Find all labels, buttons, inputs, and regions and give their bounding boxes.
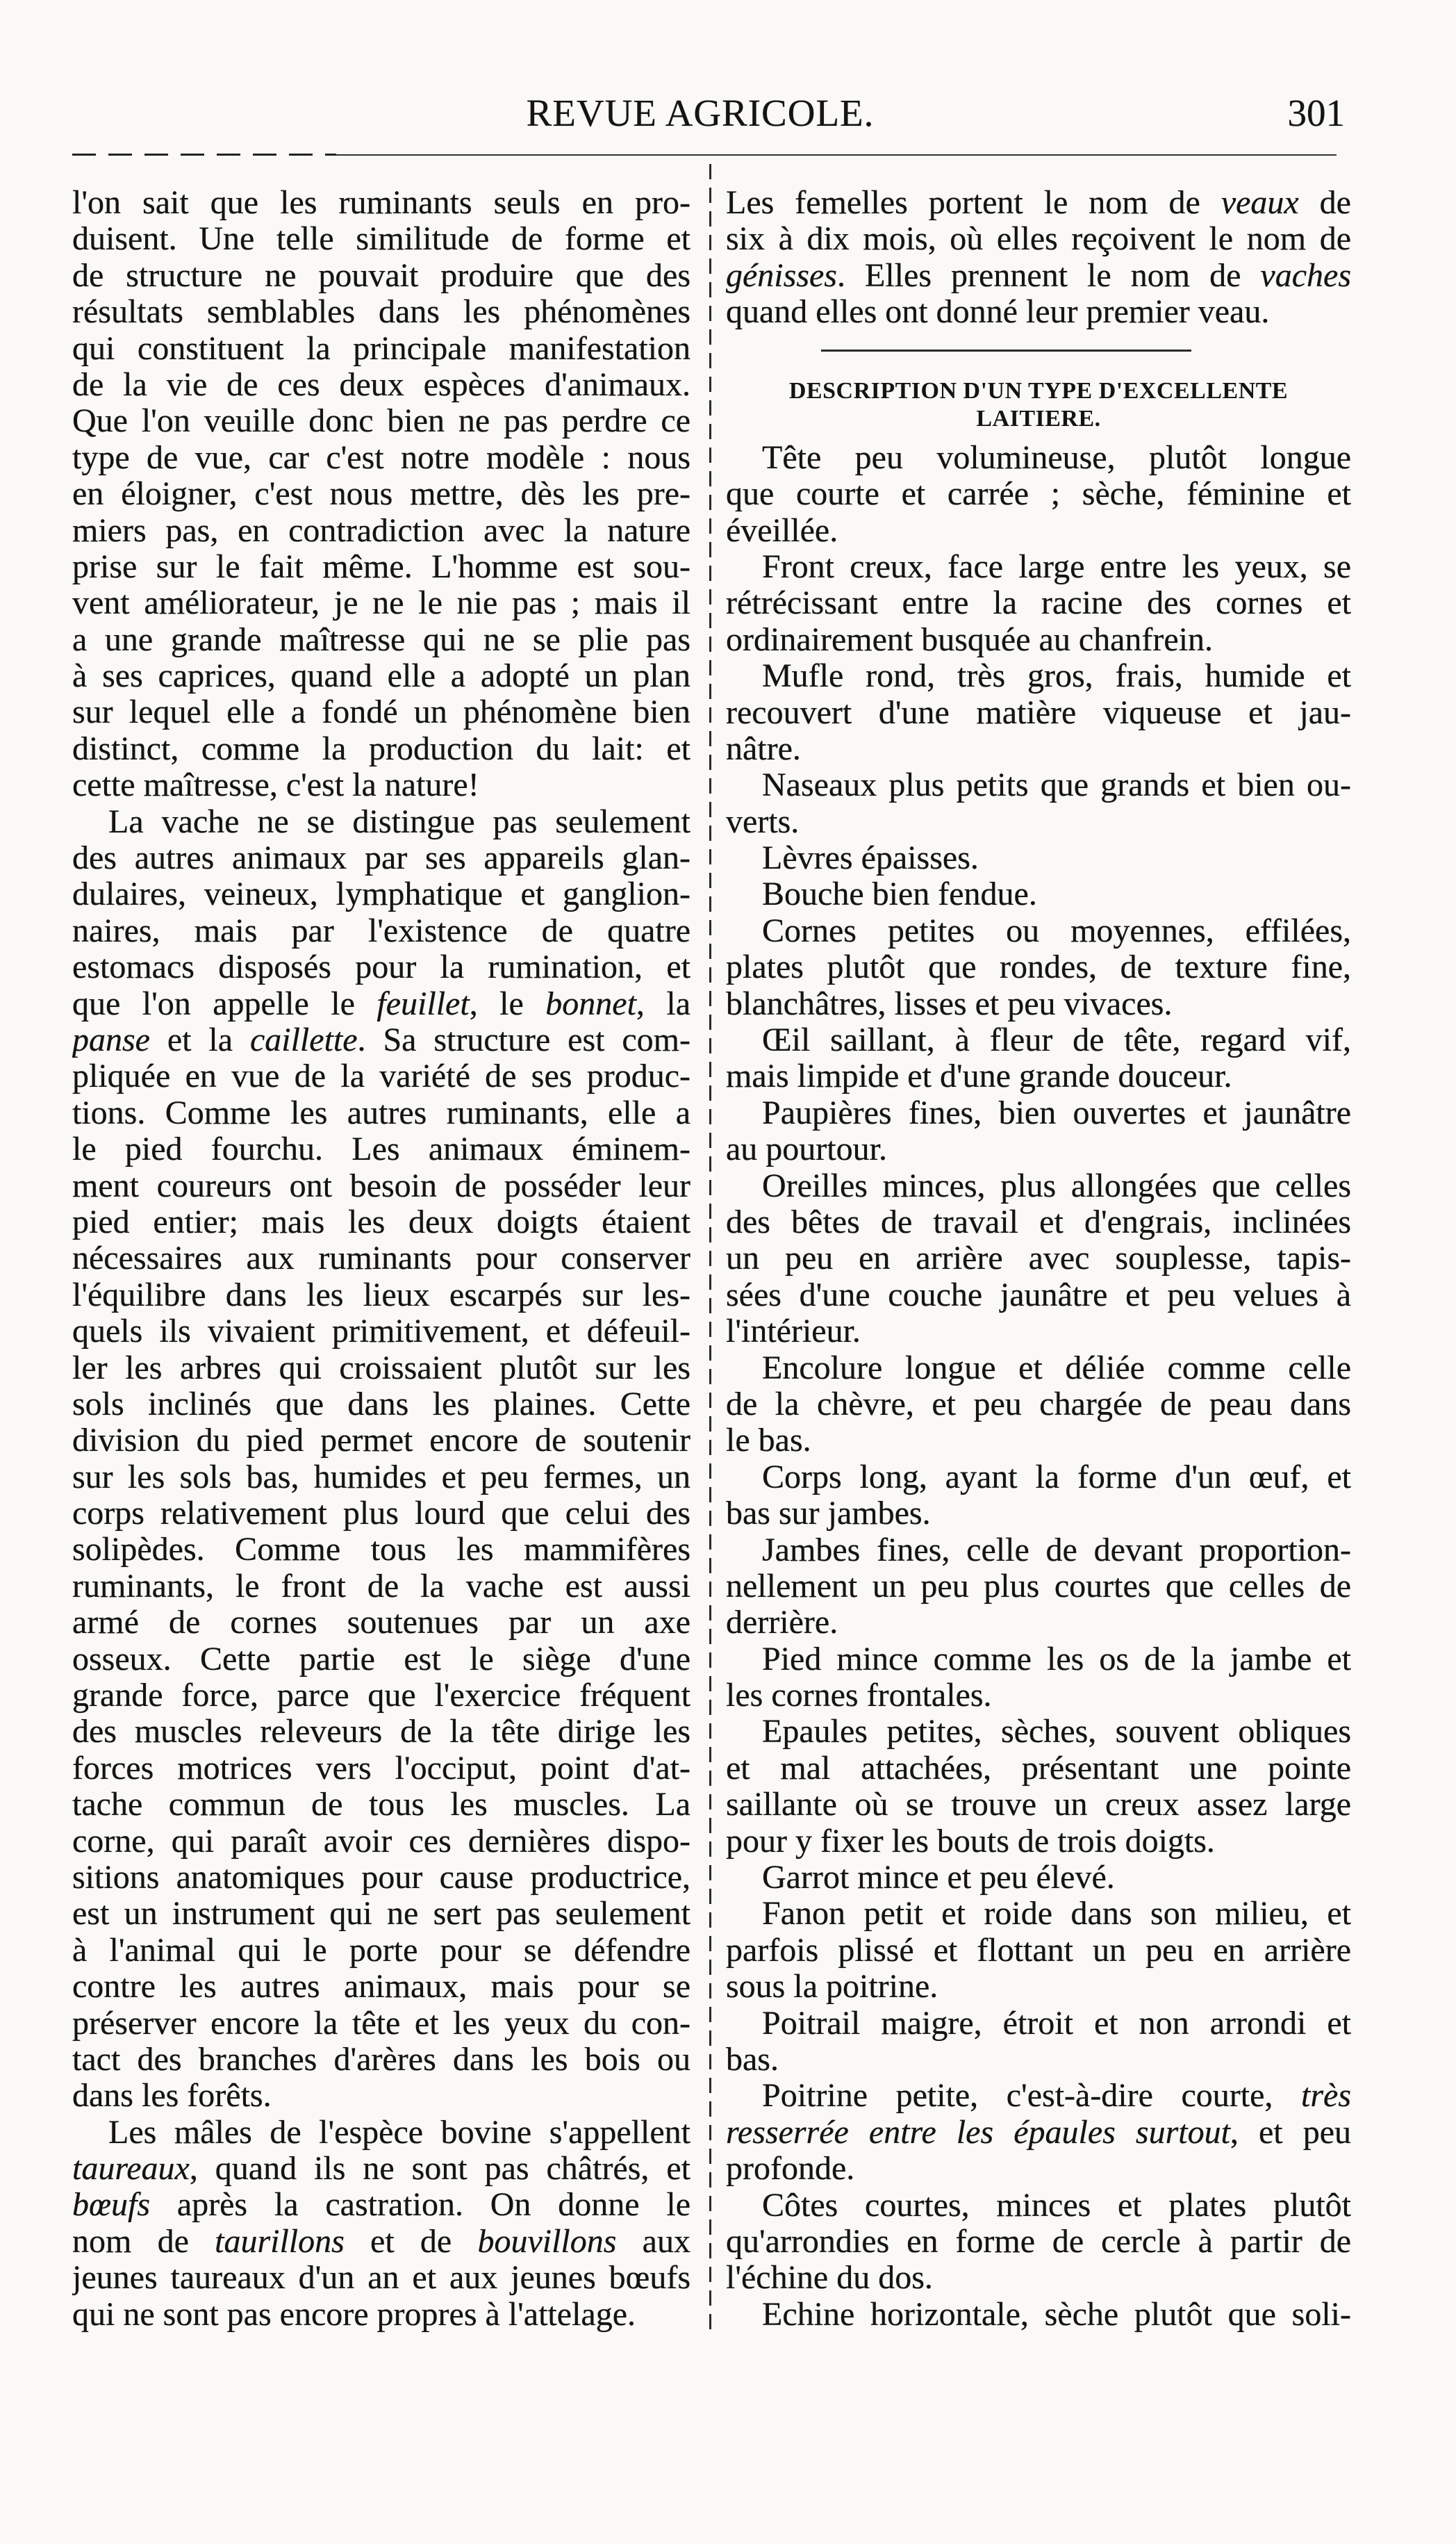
paragraph — [726, 876, 1351, 912]
text-line: sur les sols bas, humides et peu fermes, un — [72, 1459, 690, 1495]
paragraph — [726, 1350, 1351, 1459]
text-line: tache commun de tous les muscles. La — [72, 1787, 690, 1823]
text-line: nécessaires aux ruminants pour conserver — [72, 1240, 690, 1277]
italic-term: veaux — [1221, 185, 1299, 221]
text-line: vent améliorateur, je ne le nie pas ; mais il — [72, 585, 690, 622]
text-line: osseux. Cette partie est le siège d'une — [72, 1641, 690, 1677]
text-line — [72, 2187, 690, 2223]
text-line: ruminants, le front de la vache est aussi — [72, 1568, 690, 1605]
paragraph — [726, 1095, 1351, 1168]
text-line: pour y fixer les bouts de trois doigts. — [726, 1823, 1215, 1860]
text-line: nâtre. — [726, 730, 801, 767]
right-column-top — [726, 185, 1351, 331]
paragraph — [726, 2078, 1351, 2187]
text-line — [726, 2078, 1351, 2114]
text-segment: nom de — [72, 2223, 215, 2260]
header-rule — [336, 154, 1337, 156]
text-line: corne, qui paraît avoir ces dernières dispo- — [72, 1823, 690, 1860]
right-column-section — [726, 440, 1351, 2333]
text-line: qui ne sont pas encore propres à l'attelage. — [72, 2296, 636, 2333]
paragraph — [72, 2115, 690, 2333]
text-line: Cornes petites ou moyennes, effilées, — [762, 912, 1351, 949]
text-line: sées d'une couche jaunâtre et peu velues à — [726, 1277, 1351, 1313]
text-line: duisent. Une telle similitude de forme et — [72, 221, 690, 258]
paragraph — [72, 804, 690, 2115]
text-line: de structure ne pouvait produire que des — [72, 257, 690, 294]
text-line: six à dix mois, où elles reçoivent le nom de — [726, 221, 1351, 258]
text-line: des autres animaux par ses appareils glan- — [72, 840, 690, 877]
paragraph — [726, 1896, 1351, 2005]
text-line: solipèdes. Comme tous les mammifères — [72, 1532, 690, 1568]
text-line: Front creux, face large entre les yeux, se — [762, 548, 1351, 585]
text-line: Encolure longue et déliée comme celle — [762, 1349, 1351, 1386]
italic-term: caillette — [249, 1021, 358, 1058]
italic-term: feuillet — [377, 985, 470, 1022]
text-segment: , et peu — [1230, 2114, 1351, 2151]
text-segment: que l'on appelle le — [72, 985, 377, 1022]
text-line: que courte et carrée ; sèche, féminine et — [726, 476, 1351, 513]
section-heading-line-2: LAITIERE. — [976, 406, 1101, 432]
text-line: a une grande maîtresse qui ne se plie pas — [72, 621, 690, 658]
text-line: tions. Comme les autres ruminants, elle a — [72, 1094, 690, 1131]
text-line: naires, mais par l'existence de quatre — [72, 912, 690, 949]
paragraph — [726, 913, 1351, 1022]
text-line — [726, 185, 1351, 221]
text-line: pliquée en vue de la variété de ses produc- — [72, 1058, 690, 1095]
text-line: qu'arrondies en forme de cercle à partir de — [726, 2223, 1351, 2260]
text-line: à ses caprices, quand elle a adopté un plan — [72, 658, 690, 695]
text-line: Epaules petites, sèches, souvent obliques — [762, 1714, 1351, 1750]
italic-term: bœufs — [72, 2187, 151, 2224]
text-line: forces motrices vers l'occiput, point d'at- — [72, 1750, 690, 1787]
paragraph — [726, 1532, 1351, 1641]
text-segment: Poitrine petite, c'est-à-dire courte, — [762, 2078, 1301, 2115]
text-line: à l'animal qui le porte pour se défendre — [72, 1932, 690, 1969]
text-line: l'échine du dos. — [726, 2260, 933, 2297]
paragraph — [726, 2005, 1351, 2078]
text-segment: , quand ils ne sont pas châtrés, et — [189, 2151, 690, 2188]
text-line: au pourtour. — [726, 1131, 887, 1168]
text-line — [726, 2115, 1351, 2151]
text-line: ordinairement busquée au chanfrein. — [726, 621, 1214, 658]
paragraph — [726, 1459, 1351, 1532]
text-segment: après la castration. On donne le — [150, 2187, 690, 2224]
text-line: de la vie de ces deux espèces d'animaux. — [72, 366, 690, 403]
text-line: rétrécissant entre la racine des cornes et — [726, 585, 1351, 622]
section-rule — [821, 350, 1191, 352]
text-line: l'intérieur. — [726, 1313, 861, 1350]
text-segment: de — [1298, 185, 1351, 221]
text-line: en éloigner, c'est nous mettre, dès les pre- — [72, 476, 690, 513]
text-line — [72, 2151, 690, 2187]
text-line: dans les forêts. — [72, 2078, 272, 2115]
text-line: Jambes fines, celle de devant proportion- — [762, 1532, 1351, 1568]
text-line: parfois plissé et flottant un peu en arrière — [726, 1932, 1351, 1969]
text-line — [726, 258, 1351, 294]
paragraph — [726, 658, 1351, 767]
italic-term: taurillons — [215, 2223, 345, 2260]
text-line: derrière. — [726, 1605, 838, 1641]
italic-term: très — [1301, 2078, 1351, 2115]
italic-term: bonnet — [545, 985, 636, 1022]
text-line: contre les autres animaux, mais pour se — [72, 1969, 690, 2005]
italic-term: vaches — [1260, 257, 1351, 294]
paragraph — [726, 1168, 1351, 1350]
text-line: quand elles ont donné leur premier veau. — [726, 294, 1270, 331]
paragraph — [726, 2188, 1351, 2297]
left-column — [72, 185, 690, 2333]
text-line: nellement un peu plus courtes que celles de — [726, 1568, 1351, 1605]
text-segment: Les femelles portent le nom de — [726, 185, 1221, 221]
text-line: estomacs disposés pour la rumination, et — [72, 949, 690, 986]
text-line: des muscles releveurs de la tête dirige les — [72, 1714, 690, 1750]
text-line: division du pied permet encore de soutenir — [72, 1422, 690, 1459]
text-line: prise sur le fait même. L'homme est sou- — [72, 548, 690, 585]
text-line: Bouche bien fendue. — [762, 876, 1037, 913]
text-segment: , la — [636, 985, 690, 1022]
text-line: ler les arbres qui croissaient plutôt sur les — [72, 1349, 690, 1386]
text-line: blanchâtres, lisses et peu vivaces. — [726, 985, 1173, 1022]
text-line: Oreilles minces, plus allongées que celles — [762, 1167, 1351, 1204]
text-line: un peu en arrière avec souplesse, tapis- — [726, 1240, 1351, 1277]
text-line: éveillée. — [726, 512, 838, 549]
text-line: quels ils vivaient primitivement, et défeuil- — [72, 1313, 690, 1350]
text-line: Mufle rond, très gros, frais, humide et — [762, 658, 1351, 695]
text-line: mais limpide et d'une grande douceur. — [726, 1058, 1232, 1095]
section-heading-line-1: DESCRIPTION D'UN TYPE D'EXCELLENTE — [788, 378, 1289, 404]
text-line: Fanon petit et roide dans son milieu, et — [762, 1896, 1351, 1932]
text-line: distinct, comme la production du lait: et — [72, 730, 690, 767]
text-line: Lèvres épaisses. — [762, 840, 979, 877]
text-line: Œil saillant, à fleur de tête, regard vif, — [762, 1022, 1351, 1059]
text-line: tact des branches d'arères dans les bois ou — [72, 2041, 690, 2078]
text-line: est un instrument qui ne sert pas seulement — [72, 1896, 690, 1932]
paragraph — [726, 1860, 1351, 1896]
text-segment: et la — [149, 1021, 250, 1058]
text-line: jeunes taureaux d'un an et aux jeunes bœufs — [72, 2260, 690, 2297]
text-line: le bas. — [726, 1422, 811, 1459]
text-line: La vache ne se distingue pas seulement — [108, 803, 690, 840]
text-line: bas. — [726, 2041, 779, 2078]
text-line: plates plutôt que rondes, de texture fine, — [726, 949, 1351, 986]
paragraph — [726, 2297, 1351, 2333]
text-line: pied entier; mais les deux doigts étaient — [72, 1204, 690, 1240]
paragraph — [726, 185, 1351, 331]
text-line: Que l'on veuille donc bien ne pas perdre ce — [72, 403, 690, 440]
text-line: armé de cornes soutenues par un axe — [72, 1605, 690, 1641]
text-segment: aux — [616, 2223, 690, 2260]
text-line — [72, 986, 690, 1022]
text-line: saillante où se trouve un creux assez large — [726, 1787, 1351, 1823]
text-segment: et de — [344, 2223, 478, 2260]
text-line: ment coureurs ont besoin de posséder leur — [72, 1167, 690, 1204]
text-line: grande force, parce que l'exercice fréquent — [72, 1677, 690, 1714]
paragraph — [726, 1714, 1351, 1860]
text-line: le pied fourchu. Les animaux éminem- — [72, 1131, 690, 1168]
text-line: Garrot mince et peu élevé. — [762, 1860, 1115, 1896]
paragraph — [726, 1022, 1351, 1095]
text-line: de la chèvre, et peu chargée de peau dans — [726, 1386, 1351, 1422]
paragraph — [726, 1641, 1351, 1714]
italic-term: resserrée entre les épaules surtout — [726, 2114, 1230, 2151]
running-title: REVUE AGRICOLE. — [526, 92, 875, 134]
text-segment: . Elles prennent le nom de — [836, 257, 1261, 294]
text-line: Echine horizontale, sèche plutôt que soli- — [762, 2296, 1351, 2333]
paragraph — [726, 549, 1351, 658]
text-line: cette maîtresse, c'est la nature! — [72, 767, 479, 804]
text-line: sur lequel elle a fondé un phénomène bien — [72, 694, 690, 731]
text-line: profonde. — [726, 2151, 855, 2188]
text-line: sols inclinés que dans les plaines. Cette — [72, 1386, 690, 1422]
text-line: préserver encore la tête et les yeux du con- — [72, 2005, 690, 2042]
text-line: verts. — [726, 803, 800, 840]
text-line: Les mâles de l'espèce bovine s'appellent — [108, 2114, 690, 2151]
text-line: Poitrail maigre, étroit et non arrondi et — [762, 2005, 1351, 2042]
paragraph — [726, 440, 1351, 549]
header-rule-dashed — [72, 154, 336, 156]
text-line: corps relativement plus lourd que celui des — [72, 1495, 690, 1532]
text-line: Tête peu volumineuse, plutôt longue — [762, 439, 1351, 476]
italic-term: panse — [72, 1021, 150, 1058]
italic-term: bouvillons — [477, 2223, 617, 2260]
italic-term: génisses — [726, 257, 837, 294]
text-line: bas sur jambes. — [726, 1495, 931, 1532]
paragraph — [726, 767, 1351, 840]
paragraph — [726, 840, 1351, 876]
text-segment: . Sa structure est com- — [357, 1021, 690, 1058]
text-line: résultats semblables dans les phénomènes — [72, 294, 690, 331]
text-line: sous la poitrine. — [726, 1969, 938, 2005]
text-line: Naseaux plus petits que grands et bien ou- — [762, 767, 1351, 804]
text-line: les cornes frontales. — [726, 1677, 992, 1714]
text-line: Pied mince comme les os de la jambe et — [762, 1641, 1351, 1677]
text-segment: , le — [469, 985, 546, 1022]
column-divider — [709, 164, 711, 2336]
text-line: l'on sait que les ruminants seuls en pro- — [72, 185, 690, 221]
text-line: miers pas, en contradiction avec la nature — [72, 512, 690, 549]
text-line: l'équilibre dans les lieux escarpés sur les- — [72, 1277, 690, 1313]
text-line: dulaires, veineux, lymphatique et ganglion- — [72, 876, 690, 913]
italic-term: taureaux — [72, 2151, 190, 2188]
text-line: et mal attachées, présentant une pointe — [726, 1750, 1351, 1787]
text-line: recouvert d'une matière viqueuse et jau- — [726, 694, 1351, 731]
text-line: Paupières fines, bien ouvertes et jaunâtre — [762, 1094, 1351, 1131]
text-line — [72, 1022, 690, 1058]
text-line: sitions anatomiques pour cause productrice, — [72, 1859, 690, 1896]
text-line: des bêtes de travail et d'engrais, inclinées — [726, 1204, 1351, 1240]
text-line: Côtes courtes, minces et plates plutôt — [762, 2187, 1351, 2224]
text-line: qui constituent la principale manifestation — [72, 330, 690, 367]
paragraph — [72, 185, 690, 804]
text-line: type de vue, car c'est notre modèle : nous — [72, 439, 690, 476]
text-line: Corps long, ayant la forme d'un œuf, et — [762, 1459, 1351, 1495]
text-line — [72, 2224, 690, 2260]
page-number: 301 — [1287, 92, 1345, 134]
